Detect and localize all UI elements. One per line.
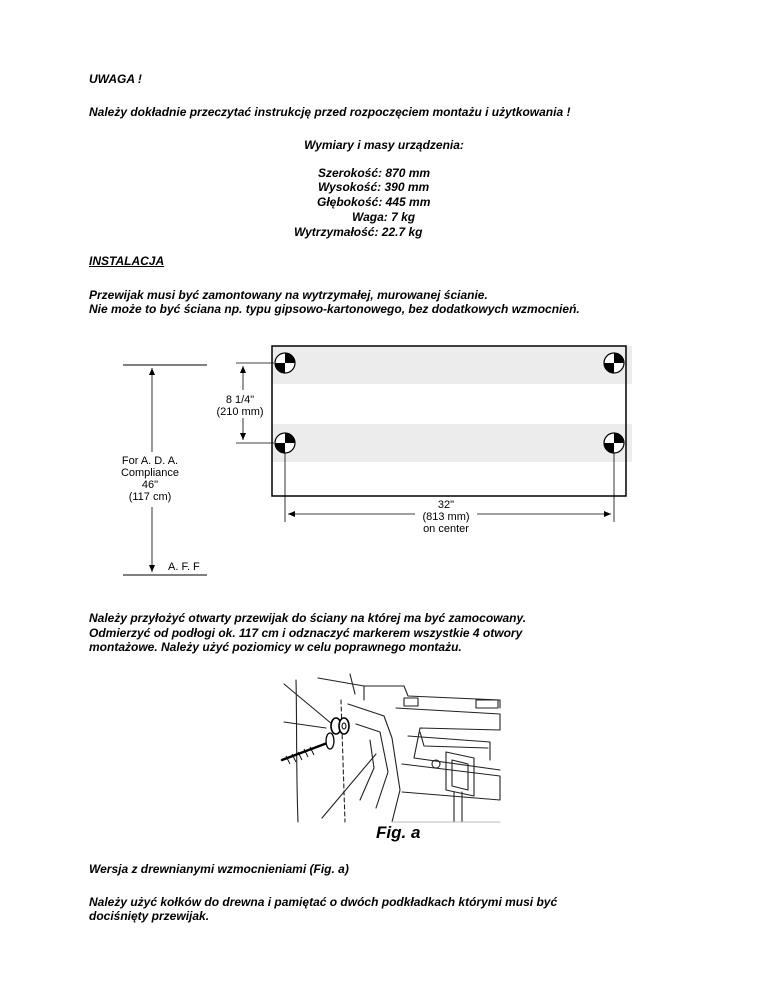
latch [446, 752, 474, 796]
wood-instruction-line-1: Należy użyć kołków do drewna i pamiętać o dwóch podkładkach którymi musi być [89, 895, 558, 909]
spec-height: Wysokość: 390 mm [318, 180, 430, 194]
leader-line-top [284, 684, 332, 724]
wood-instruction-line-2: dociśnięty przewijak. [89, 909, 210, 923]
afforded-floor-label: A. F. F [168, 561, 200, 573]
leader-line-middle [284, 722, 326, 728]
installation-wall-restriction: Nie może to być ściana np. typu gipsowo-kartonowego, bez dodatkowych wzmocnień. [89, 302, 580, 316]
installation-wall-requirement: Przewijak musi być zamontowany na wytrzymałej, murowanej ścianie. [89, 288, 488, 302]
wood-version-title: Wersja z drewnianymi wzmocnieniami (Fig. a) [89, 862, 349, 876]
hole-width-mm: (813 mm) [422, 511, 470, 523]
spec-strength: Wytrzymałość: 22.7 kg [294, 225, 423, 239]
warning-heading: UWAGA ! [89, 72, 142, 86]
specs-title: Wymiary i masy urządzenia: [304, 138, 464, 152]
hole-width-note: on center [423, 523, 469, 535]
installation-heading: INSTALACJA [89, 254, 165, 268]
ada-height-cm: (117 cm) [128, 491, 172, 503]
leader-line-bottom [322, 754, 376, 818]
mounting-step-2: Odmierzyć od podłogi ok. 117 cm i odznaczyć markerem wszystkie 4 otwory [89, 626, 523, 640]
anchor-screw-icon [282, 733, 334, 764]
bracket-side [348, 704, 400, 822]
hole-width-inches: 32" [437, 499, 455, 511]
spec-depth: Głębokość: 445 mm [317, 195, 431, 209]
spec-width: Szerokość: 870 mm [318, 166, 431, 180]
read-instructions-note: Należy dokładnie przeczytać instrukcję przed rozpoczęciem montażu i użytkowania ! [89, 105, 571, 119]
ada-compliance-label: Compliance [120, 467, 180, 479]
hole-spacing-inches: 8 1/4" [225, 394, 255, 406]
hole-spacing-mm: (210 mm) [216, 406, 264, 418]
mounting-step-3: montażowe. Należy użyć poziomicy w celu poprawnego montażu. [89, 640, 462, 654]
ada-label: For A. D. A. [121, 455, 179, 467]
wall-edge [296, 680, 298, 822]
mounting-step-1: Należy przyłożyć otwarty przewijak do ściany na której ma być zamocowany. [89, 611, 527, 625]
ada-height-inches: 46" [141, 479, 159, 491]
spec-weight: Waga: 7 kg [352, 210, 416, 224]
washer-icon [331, 718, 349, 734]
figure-label: Fig. a [376, 823, 421, 842]
table-top-edge [318, 678, 500, 708]
